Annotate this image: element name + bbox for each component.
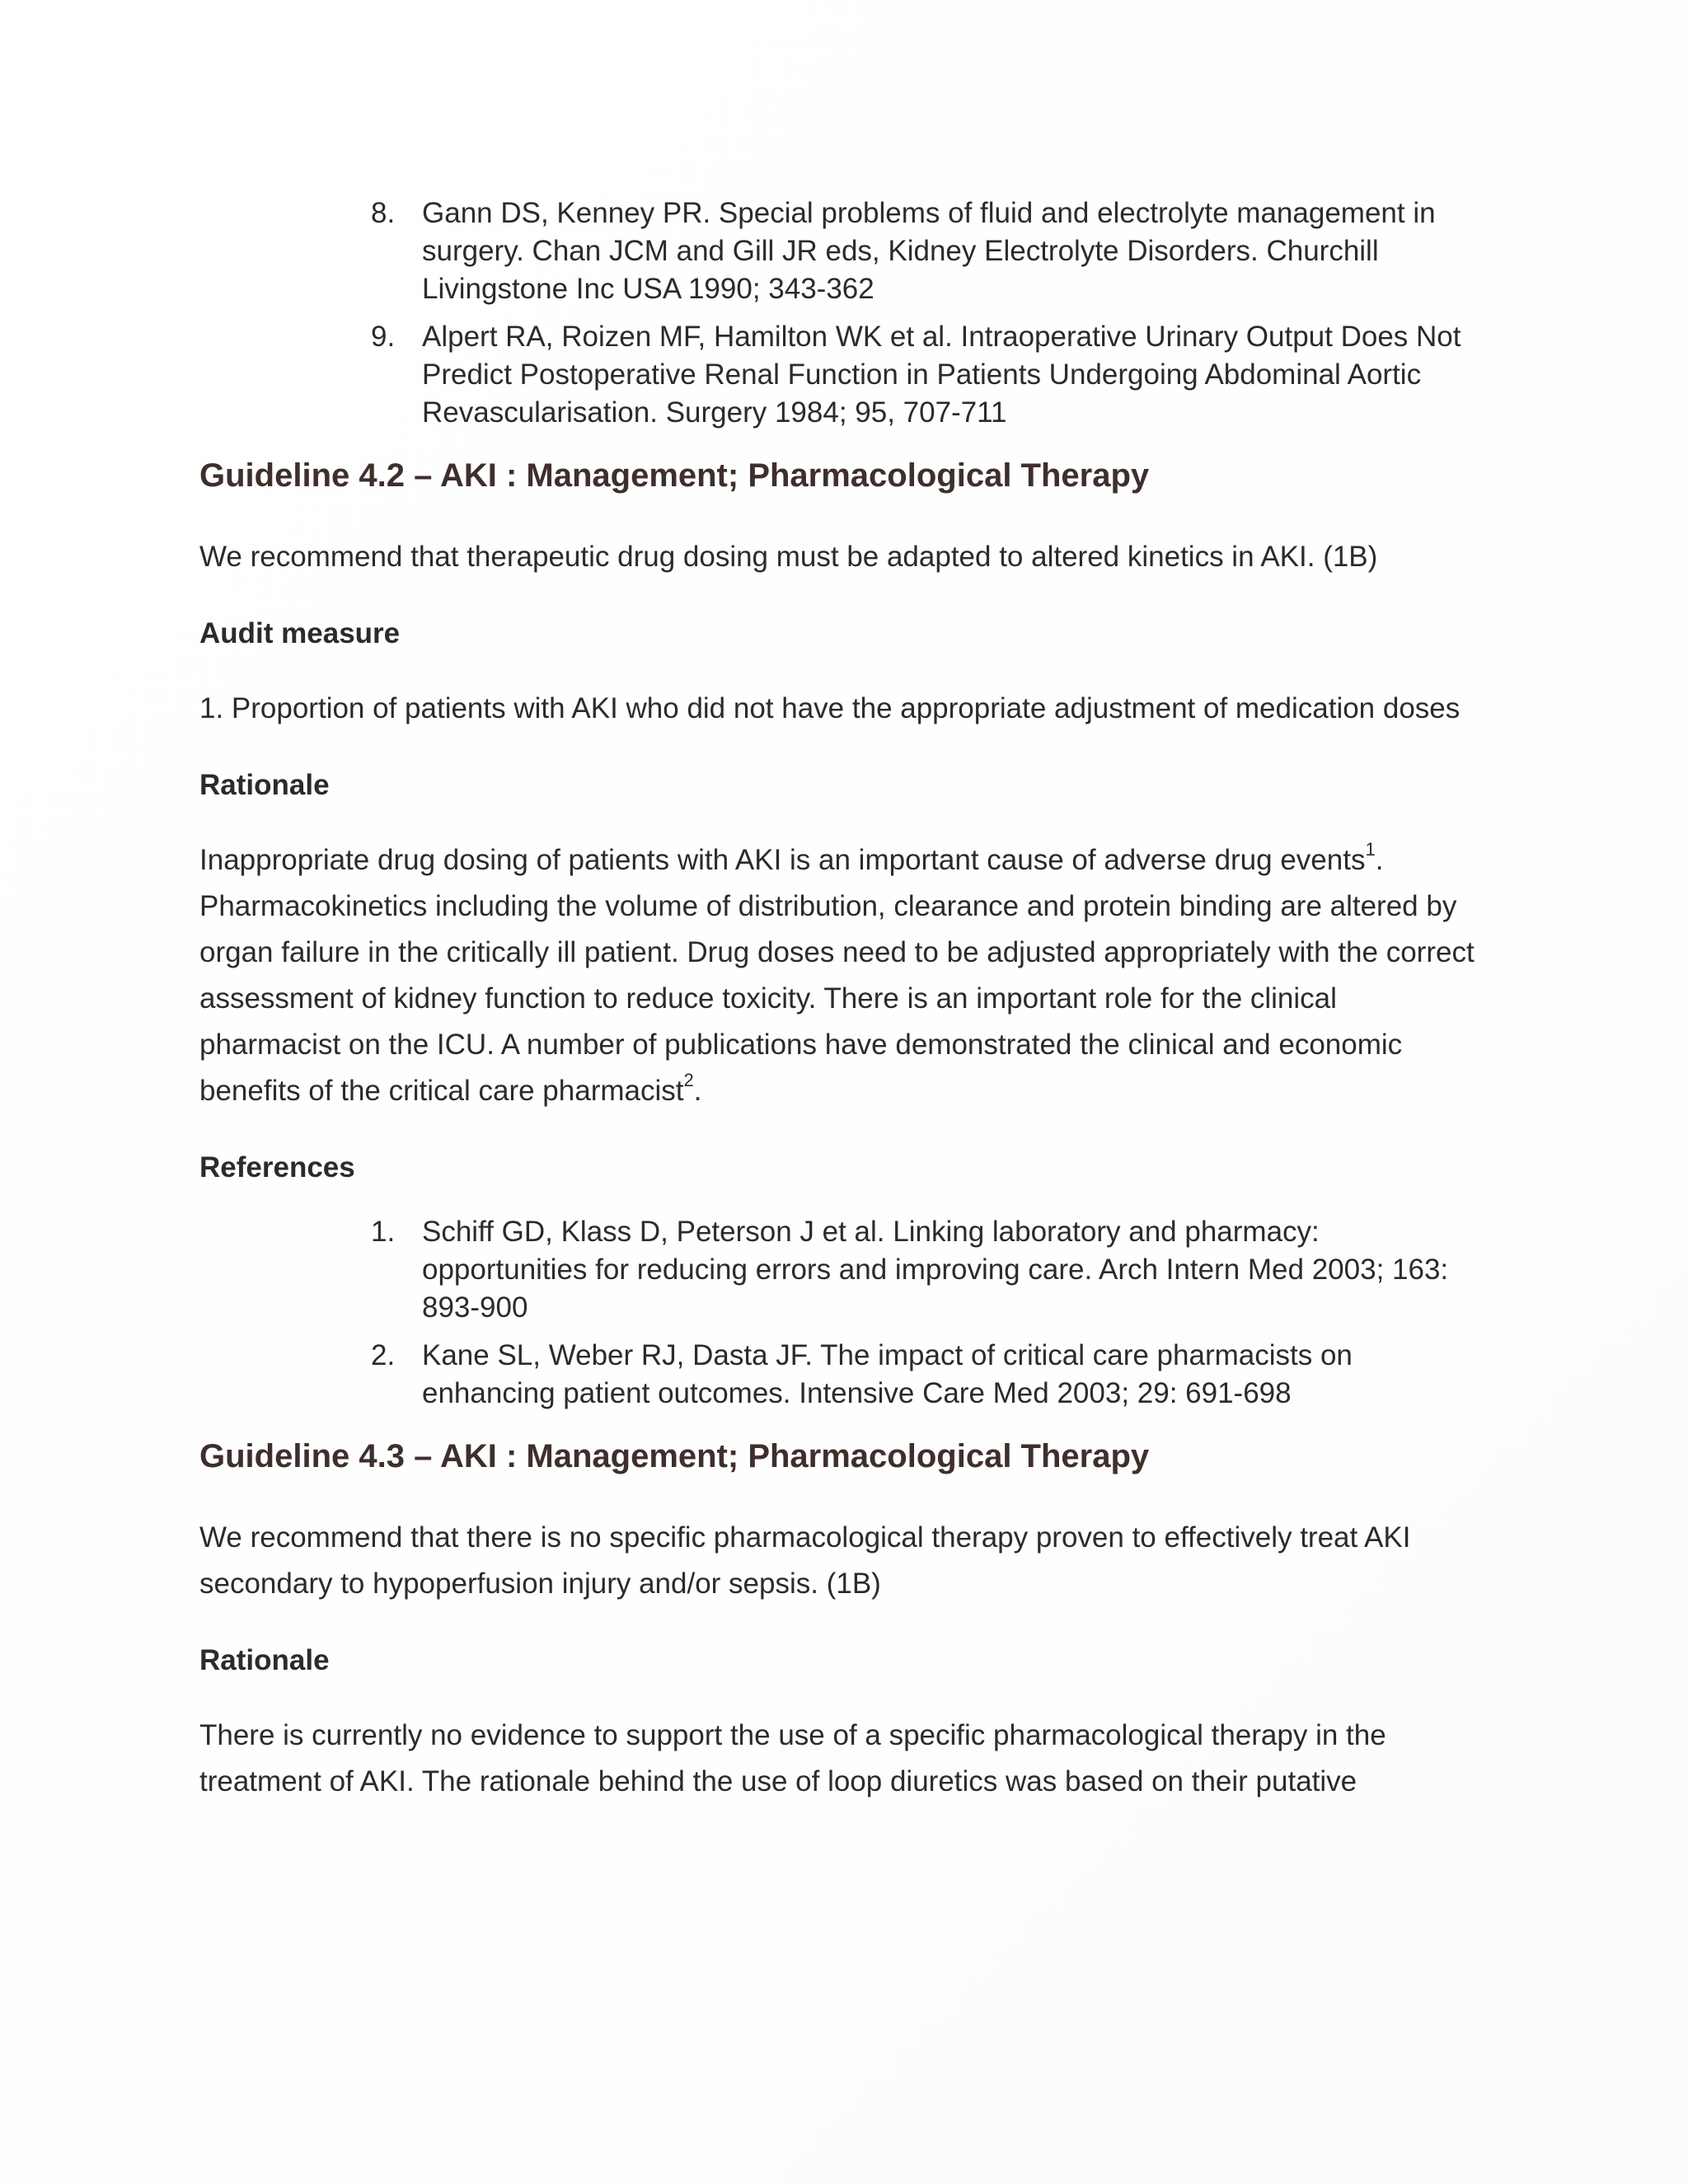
reference-number: 9. (371, 321, 396, 353)
guideline-4-3-recommendation: We recommend that there is no specific pharmacological therapy proven to effectively treat AKI secondary to hypoperfusion injury and/or sepsis. (1B) (199, 1521, 1411, 1600)
rationale-text-part: . Pharmacokinetics including the volume of distribution, clearance and protein binding are altered by organ failure in the critically ill patient. Drug doses need to be adjusted appropriately with the correct assessment of kidney function to reduce toxicity. There is an important role for the clinical pharmacist on the ICU. A number of publications have demonstrated the clinical and economic benefits of the critical care pharmacist (199, 844, 1475, 1107)
reference-number: 8. (371, 197, 396, 229)
rationale-text-part: . (693, 1075, 702, 1107)
citation-superscript: 1 (1365, 839, 1376, 860)
reference-number: 2. (371, 1339, 396, 1371)
citation-superscript: 2 (683, 1070, 694, 1091)
reference-item (371, 318, 1485, 432)
rationale-text-part: Inappropriate drug dosing of patients with AKI is an important cause of adverse drug events (199, 844, 1366, 876)
audit-measure-heading: Audit measure (199, 617, 401, 649)
reference-item (371, 1337, 1485, 1413)
reference-item (371, 194, 1485, 308)
audit-measure-text: 1. Proportion of patients with AKI who did not have the appropriate adjustment of medication doses (199, 692, 1461, 724)
guideline-4-3-heading: Guideline 4.3 – AKI : Management; Pharmacological Therapy (199, 1438, 1150, 1474)
reference-item (371, 1213, 1485, 1327)
reference-text: Kane SL, Weber RJ, Dasta JF. The impact of critical care pharmacists on enhancing patient outcomes. Intensive Care Med 2003; 29: 691-698 (422, 1339, 1353, 1409)
reference-text: Alpert RA, Roizen MF, Hamilton WK et al. Intraoperative Urinary Output Does Not Predict Postoperative Renal Function in Patients Undergoing Abdominal Aortic Revascularisation. Surgery 1984; 95, 707-711 (422, 321, 1461, 429)
rationale-heading: Rationale (199, 769, 330, 801)
reference-list (199, 1213, 1485, 1413)
guideline-4-2-recommendation: We recommend that therapeutic drug dosing must be adapted to altered kinetics in AKI. (1B) (199, 541, 1378, 573)
rationale-heading: Rationale (199, 1644, 330, 1676)
reference-text: Gann DS, Kenney PR. Special problems of fluid and electrolyte management in surgery. Chan JCM and Gill JR eds, Kidney Electrolyte Disorders. Churchill Livingstone Inc USA 1990; 343-362 (422, 197, 1436, 305)
references-heading: References (199, 1151, 355, 1183)
reference-text: Schiff GD, Klass D, Peterson J et al. Linking laboratory and pharmacy: opportunities for reducing errors and improving care. Arch Intern Med 2003; 163: 893-900 (422, 1216, 1449, 1324)
page-content (199, 194, 1485, 1805)
guideline-4-2-rationale (199, 837, 1485, 1114)
guideline-4-2-heading: Guideline 4.2 – AKI : Management; Pharmacological Therapy (199, 457, 1150, 494)
reference-number: 1. (371, 1216, 396, 1248)
reference-list-top (199, 194, 1485, 432)
guideline-4-3-rationale: There is currently no evidence to support the use of a specific pharmacological therapy in the treatment of AKI. The rationale behind the use of loop diuretics was based on their putative (199, 1719, 1386, 1797)
